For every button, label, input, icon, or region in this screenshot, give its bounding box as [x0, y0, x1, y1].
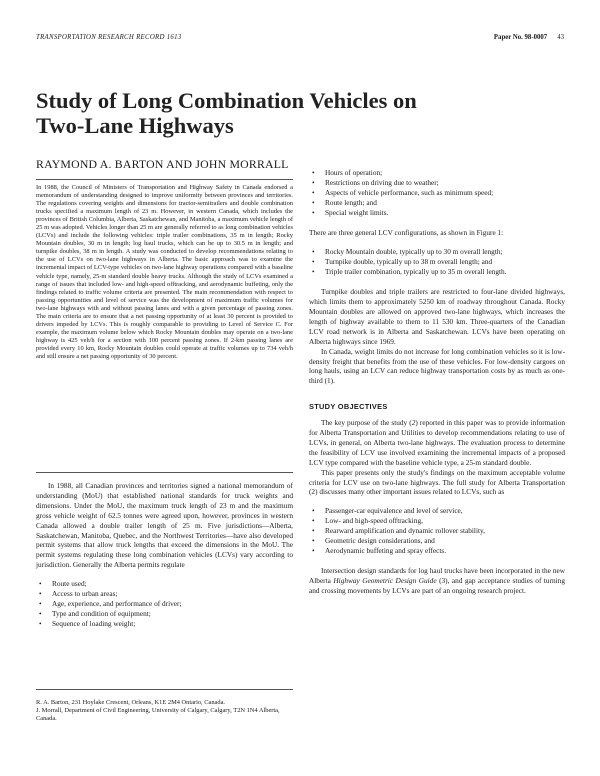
reference-number: 2 — [411, 418, 416, 428]
configurations-paragraph: There are three general LCV configurations, as shown in Figure 1: — [309, 227, 504, 237]
intersection-text-1: Intersection design standards for log haul trucks have been incorporated in the new Alberta — [309, 565, 565, 585]
intersection-paragraph — [309, 566, 565, 596]
paper-title: Study of Long Combination Vehicles on Two-Lane Highways — [36, 88, 417, 138]
permit-regulations-list — [36, 579, 293, 629]
design-guide-title: Highway Geometric Design Guide — [333, 575, 437, 585]
intersection-text-2: (3), and gap acceptance studies of turning and crossing movements by LCVs are part of an ongoing research project. — [309, 575, 565, 595]
list-item: • Special weight limits. — [309, 208, 565, 218]
list-item: • Sequence of loading weight; — [36, 619, 293, 629]
journal-name: TRANSPORTATION RESEARCH RECORD 1613 — [36, 34, 182, 41]
list-item: • Rocky Mountain double, typically up to 30 m overall length; — [309, 247, 565, 257]
footnote-morrall: J. Morrall, Department of Civil Engineering, University of Calgary, Calgary, T2N 1N4 Alberta, Canada. — [36, 707, 280, 723]
left-column — [36, 481, 293, 629]
list-item: • Route length; and — [309, 198, 565, 208]
list-item: • Age, experience, and performance of driver; — [36, 599, 293, 609]
key-purpose-text-1: The key purpose of the study ( — [321, 418, 412, 428]
key-purpose-text-2: ) reported in this paper was to provide information for Alberta Transportation and Utilities to develop recommendations relating to use of LCVs, in general, on Alberta two-lane highways. The evaluation process to determine the feasibility of LCV use involved examining the incremental impacts of a proposed LCV type compared with the baseline vehicle type, a 25-m standard double. — [309, 418, 565, 467]
author-line: RAYMOND A. BARTON AND JOHN MORRALL — [36, 157, 289, 171]
running-header — [36, 34, 564, 41]
paper-number: Paper No. 98-0007 — [493, 34, 548, 41]
lcv-configurations-list — [309, 247, 565, 277]
findings-paragraph: This paper presents only the study's findings on the maximum acceptable volume criteria for LCV use on two-lane highways. The full study for Alberta Transportation (2) discusses many other important issues related to LCVs, such as — [309, 467, 565, 497]
issues-list — [309, 506, 565, 556]
list-item: • Geometric design considerations, and — [309, 536, 565, 546]
list-item: • Route used; — [36, 579, 293, 589]
list-item: • Low- and high-speed offtracking, — [309, 516, 565, 526]
abstract: In 1988, the Council of Ministers of Transportation and Highway Safety in Canada endorsed a memorandum of understanding designed to improve uniformity between provinces and territories. The regulations covering weights and dimensions for tractor-semitrailers and double combination trucks specified a maximum length of 23 m. However, in western Canada, which includes the provinces of British Columbia, Alberta, Saskatchewan, and Manitoba, a maximum vehicle length of 25 m was adopted. Vehicles longer than 25 m are generally referred to as long combination vehicles (LCVs) and include the following vehicles: triple trailer combinations, 35 m in length; Rocky Mountain doubles, 30 m in length; log haul trucks, which can be up to 30.5 m in length; and turnpike doubles, 38 m in length. A study was conducted to develop recommendations relating to the use of LCVs on two-lane highways in Alberta. The basic approach was to examine the incremental impact of LCV-type vehicles on two-lane highway operations compared with a baseline vehicle type, namely, 25-m standard double heavy trucks. Although the study of LCVs examined a range of issues that included low- and high-speed offtracking, and aerodynamic buffeting, only the findings related to traffic volume criteria are presented. The main recommendation with respect to passing opportunities and level of service was the development of maximum traffic volumes for two-lane highways with and without passing lanes and with a given percentage of passing zones. The main criteria are to ensure that a net passing opportunity of at least 30 percent is provided to drivers impeded by LCVs. This is roughly comparable to providing to Level of Service C. For example, the maximum volume below which Rocky Mountain doubles may operate on a two-lane highway is 425 veh/h for a section with 100 percent passing zones. If 2-km passing lanes are provided every 10 km, Rocky Mountain doubles could operate at traffic volumes up to 734 veh/h and still ensure a net passing opportunity of 30 percent. — [36, 179, 293, 473]
key-purpose-paragraph — [309, 418, 565, 468]
list-item: • Aerodynamic buffeting and spray effects. — [309, 546, 565, 556]
intro-paragraph: In 1988, all Canadian provinces and territories signed a national memorandum of understanding (MoU) that established national standards for truck weights and dimensions. Under the MoU, the maximum truck length of 23 m and the maximum gross vehicle weight of 62.5 tonnes were agreed upon, however, provinces in western Canada allowed a double trailer length of 25 m. Five jurisdictions—Alberta, Saskatchewan, Manitoba, Quebec, and the Northwest Territories—have also developed permit systems that allow truck lengths that exceed the dimensions in the MoU. The permit systems regulating these long combination vehicles (LCVs) vary according to jurisdiction. Generally the Alberta permits regulate — [36, 481, 293, 570]
section-heading-study-objectives: STUDY OBJECTIVES — [309, 402, 388, 412]
list-item: • Rearward amplification and dynamic rollover stability, — [309, 526, 565, 536]
right-column — [309, 168, 565, 596]
list-item: • Triple trailer combination, typically up to 35 m overall length. — [309, 267, 565, 277]
list-item: • Hours of operation; — [309, 168, 565, 178]
permit-regulations-list-cont — [309, 168, 565, 218]
list-item: • Aspects of vehicle performance, such as minimum speed; — [309, 188, 565, 198]
list-item: • Access to urban areas; — [36, 589, 293, 599]
footnote-barton: R. A. Barton, 231 Hoylake Crescent, Orleans, K1E 2M4 Ontario, Canada. — [36, 699, 226, 706]
author-footnote — [36, 689, 293, 723]
canada-weight-paragraph: In Canada, weight limits do not increase for long combination vehicles so it is low-density freight that benefits from the use of these vehicles. For low-density cargoes on long hauls, using an LCV can reduce highway transportation costs by as much as one-third (1). — [309, 346, 565, 386]
list-item: • Turnpike double, typically up to 38 m overall length; and — [309, 257, 565, 267]
page-number: 43 — [557, 34, 564, 41]
list-item: • Passenger-car equivalence and level of service, — [309, 506, 565, 516]
list-item: • Type and condition of equipment; — [36, 609, 293, 619]
turnpike-paragraph: Turnpike doubles and triple trailers are restricted to four-lane divided highways, which limits them to approximately 5250 km of roadway throughout Canada. Rocky Mountain doubles are allowed on approved two-lane highways, which increases the length of highway available to them to 11 530 km. Three-quarters of the Canadian LCV road network is in Alberta and Saskatchewan. LCVs have been operating on Alberta highways since 1969. — [309, 287, 565, 346]
header-right — [494, 34, 564, 41]
list-item: • Restrictions on driving due to weather; — [309, 178, 565, 188]
